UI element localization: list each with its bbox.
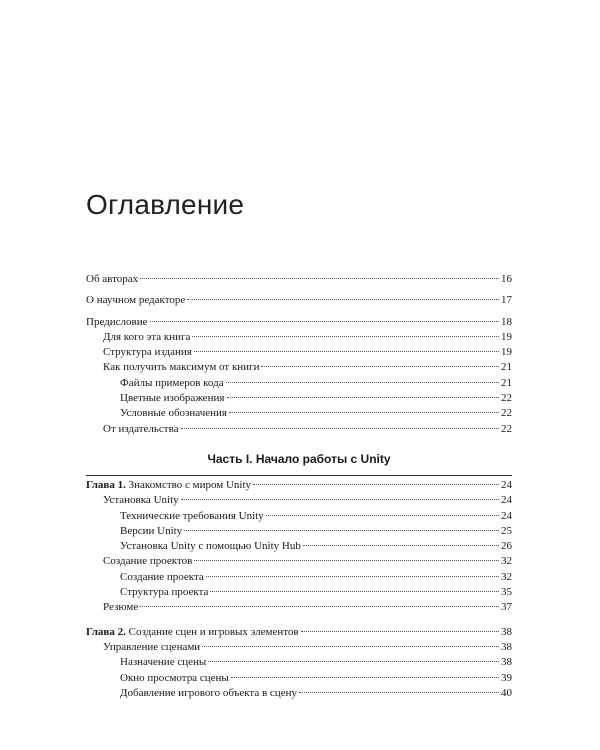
toc-page-number: 19 [501,346,512,359]
dot-leader [208,661,499,662]
toc-entry-label: Назначение сцены [120,656,207,669]
toc-entry[interactable] [86,640,512,655]
toc-page-number: 25 [501,524,512,537]
dot-leader [261,366,499,367]
toc-page-number: 38 [501,625,512,638]
toc-page-number: 38 [501,640,512,653]
toc-page-number: 18 [501,315,512,328]
dot-leader [226,382,499,383]
toc-entry[interactable] [86,600,512,615]
dot-leader [150,321,500,322]
toc-entry-label: Установка Unity [103,494,179,507]
toc-page-number: 24 [501,478,512,491]
toc-page-number: 32 [501,555,512,568]
toc-entry-label: Установка Unity с помощью Unity Hub [120,540,301,553]
toc-page-number: 24 [501,509,512,522]
toc-page-number: 22 [501,392,512,405]
toc-page-number: 35 [501,586,512,599]
toc-entry[interactable] [86,376,512,391]
dot-leader [301,631,499,632]
dot-leader [192,336,499,337]
dot-leader [194,351,499,352]
toc-page-number: 21 [501,361,512,374]
toc-entry[interactable] [86,345,512,360]
toc-entry[interactable] [86,293,512,308]
toc-entry-label: Резюме [103,601,139,614]
toc-entry[interactable] [86,671,512,686]
toc-entry-label: Технические требования Unity [120,509,264,522]
toc-entry[interactable] [86,655,512,670]
toc-entry[interactable] [86,478,512,493]
toc-entry[interactable] [86,406,512,421]
toc-entry-label [86,625,299,640]
dot-leader [181,428,499,429]
toc-page-number: 38 [501,656,512,669]
page-title: Оглавление [86,188,245,220]
toc-entry-label: Структура издания [103,346,192,359]
toc-page-number: 16 [501,273,512,285]
toc-entry[interactable] [86,272,512,287]
toc-entry-label: Управление сценами [103,640,201,653]
dot-leader [253,484,499,485]
dot-leader [181,499,499,500]
toc-entry-label: Цветные изображения [120,392,225,405]
toc-page-number: 19 [501,330,512,343]
dot-leader [229,412,499,413]
toc-entry-label: Как получить максимум от книги [103,361,260,374]
toc-entry-label: Окно просмотра сцены [120,671,229,684]
toc-entry[interactable] [86,570,512,585]
chapter-number: Глава 2. [86,625,126,638]
dot-leader [303,545,499,546]
toc-entry-label: Структура проекта [120,586,209,599]
toc-entry-label: Условные обозначения [120,407,227,420]
toc-entry-label: Создание проектов [103,555,193,568]
toc-entry-label: Версии Unity [120,524,183,537]
toc-entry-label: О научном редакторе [86,294,186,307]
chapter-title: Создание сцен и игровых элементов [128,625,299,638]
toc-entry-label: Создание проекта [120,570,204,583]
dot-leader [206,576,499,577]
part-title: Часть I. Начало работы с Unity [207,451,391,466]
dot-leader [227,397,500,398]
toc-entry[interactable] [86,422,512,437]
toc-page-number: 32 [501,570,512,583]
dot-leader [140,606,499,607]
toc-entry[interactable] [86,493,512,508]
dot-leader [184,530,499,531]
front-matter-list [86,272,512,437]
spacer [86,616,512,625]
toc-entry[interactable] [86,585,512,600]
toc-entry[interactable] [86,625,512,640]
chapter-number: Глава 1. [86,478,126,491]
table-of-contents [86,272,512,701]
toc-entry[interactable] [86,391,512,406]
toc-page-number: 24 [501,494,512,507]
dot-leader [187,299,499,300]
toc-page-number: 22 [501,407,512,420]
dot-leader [299,692,499,693]
toc-entry[interactable] [86,360,512,375]
toc-entry-label: Об авторах [86,273,139,285]
dot-leader [202,646,499,647]
toc-entry[interactable] [86,539,512,554]
toc-page-number: 22 [501,422,512,435]
toc-entry[interactable] [86,315,512,330]
toc-entry[interactable] [86,686,512,701]
toc-entry[interactable] [86,554,512,569]
toc-page-number: 37 [501,601,512,614]
toc-page-number: 40 [501,686,512,699]
toc-entry[interactable] [86,509,512,524]
dot-leader [210,591,499,592]
toc-entry[interactable] [86,330,512,345]
toc-page-number: 26 [501,540,512,553]
dot-leader [266,515,499,516]
toc-page-number: 39 [501,671,512,684]
dot-leader [194,560,499,561]
dot-leader [140,278,499,279]
toc-entry-label: Файлы примеров кода [120,376,224,389]
chapters-list [86,478,512,701]
toc-page-number: 21 [501,376,512,389]
dot-leader [231,677,499,678]
toc-entry-label: От издательства [103,422,179,435]
chapter-title: Знакомство с миром Unity [128,478,252,491]
toc-entry-label: Предисловие [86,315,148,328]
toc-entry-label [86,478,251,493]
toc-entry[interactable] [86,524,512,539]
toc-page-number: 17 [501,294,512,307]
part-divider [86,475,512,476]
toc-entry-label: Для кого эта книга [103,330,191,343]
toc-entry-label: Добавление игрового объекта в сцену [120,686,297,699]
